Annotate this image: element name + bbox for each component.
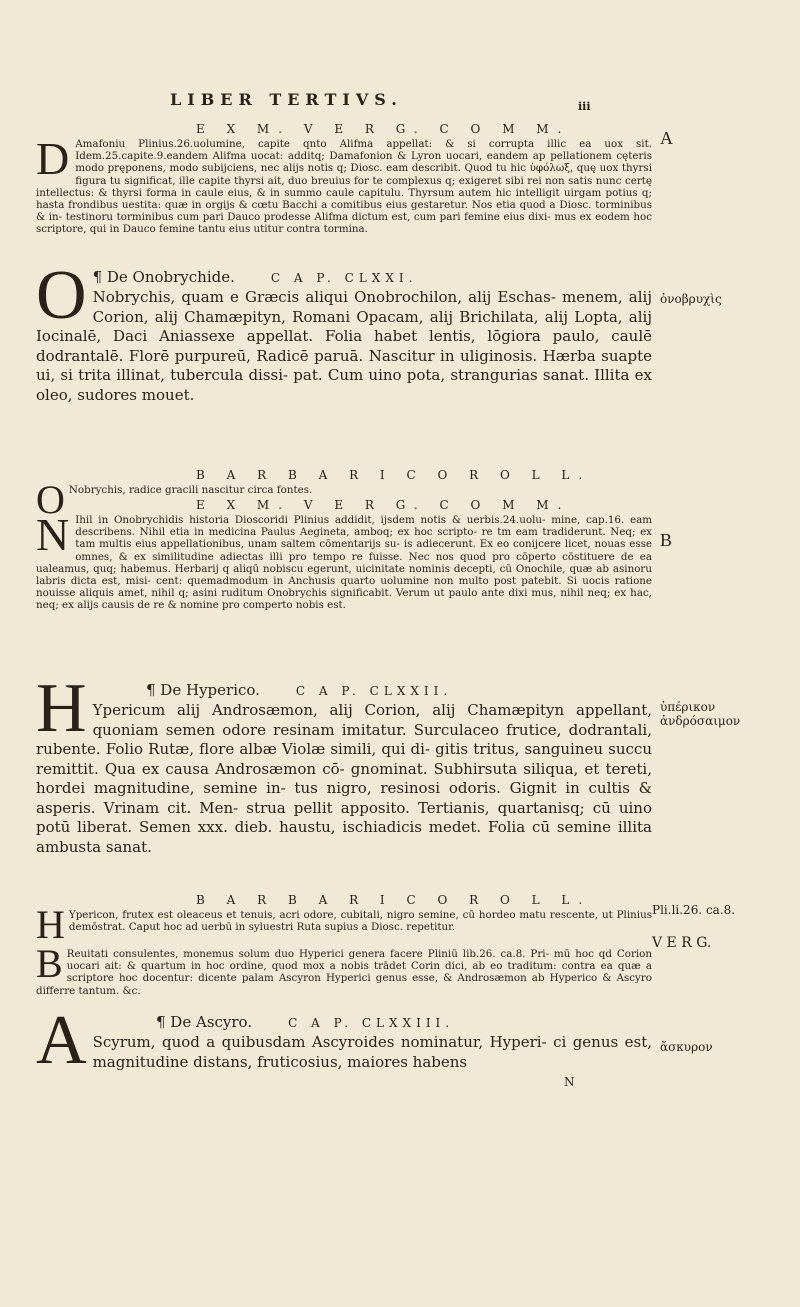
drop-capital: O xyxy=(36,477,65,522)
commentary-text: Ihil in Onobrychidis historia Dioscoridi Plinius addidit, ijsdem notis & uerbis.24.uolu- mine, cap.16. eam describens. Nihil etia in medicina Paulus Aegineta, amboq; ex hoc scripto- re tm eam tradiderunt. Neq; ex tam multis eius appellationibus, unam saltem cōmentarijs su- is adiecerunt. Ex eo conijcere licet, nouas esse omnes, & ex similitudine adiectas illi pro tempo re fuisse. Nec nos quod pro cōperto cōstituere de ea ualeamus, quq; habemus. Herbarij q aliqū nobiscu egerunt, uicinitate nominis decepti, cū Onochile, quæ ab asinoru labris dicta est, misi- cent: quemadmodum in Anchusis quarto uolumine non multo post patebit. Si uocis ratione nouisse aliquis amet, nihil q; asini ruditum Onobrychis significabit. Verum ut paulo ante dixi mus, nihil neq; ex hac, neq; ex alijs causis de re & nomine pro comperto nobis est. xyxy=(36,514,652,612)
margin-verg: V E R G. xyxy=(652,935,712,951)
drop-capital: N xyxy=(36,509,70,560)
commentary-block-1 xyxy=(36,122,652,236)
folio-number: iii xyxy=(578,100,591,113)
chapter-number: C A P. CLXXI. xyxy=(270,271,418,285)
commentary-block-2 xyxy=(36,498,652,612)
drop-capital: O xyxy=(36,257,87,334)
drop-capital: H xyxy=(36,670,87,747)
chapter-text: Scyrum, quod a quibusdam Ascyroides nominatur, Hyperi- ci genus est, magnitudine distans, fruticosius, maiores habens xyxy=(92,1033,652,1071)
corollarium-text: Nobrychis, radice gracili nascitur circa fontes. xyxy=(68,484,313,496)
chapter-text: Nobrychis, quam e Græcis aliqui Onobrochilon, alij Eschas- menem, alij Corion, alij Chamæpityn, Romani Opacam, alij Brichilata, alij Lopta, alij Iocinalē, Daci Aniassexe appellat. Folia habet lentis, lōgiora paulo, caulē dodrantalē. Florē purpureū, Radicē paruā. Nascitur in uliginosis. Hærba suapte ui, si trita illinat, tubercula dissi- pat. Cum uino pota, strangurias sanat. Illita ex oleo, sudores mouet. xyxy=(36,288,652,404)
commentary-block-3 xyxy=(36,941,652,997)
chapter-number: C A P. CLXXIII. xyxy=(288,1016,455,1030)
running-head: LIBER TERTIVS. xyxy=(170,90,403,109)
signature-mark: N xyxy=(564,1075,577,1089)
drop-capital: D xyxy=(36,133,70,184)
chapter-onobrychis xyxy=(36,257,652,405)
chapter-title xyxy=(36,267,652,288)
margin-letter-b: B xyxy=(660,530,673,550)
chapter-text: Ypericum alij Androsæmon, alij Corion, alij Chamæpityn appellant, quoniam semen odore resinam imitatur. Surculaceo frutice, dodrantali, rubente. Folio Rutæ, flore albæ Violæ simili, qui di- gitis tritus, sanguineu succu remittit. Qua ex causa Androsæmon cō- gnominat. Subhirsuta siliqua, et tereti, hordei magnitudine, semine in- tus nigro, resinosi odoris. Gignit in cultis & asperis. Vrinam cit. Men- strua pellit apposito. Tertianis, quartanisq; cū uino potū liberat. Semen xxx. dieb. haustu, ischiadicis medet. Folia cū semine illita ambusta sanat. xyxy=(36,701,652,856)
corollarium-block-2 xyxy=(36,893,652,947)
chapter-ascyron xyxy=(36,1002,652,1079)
chapter-name: ¶ De Ascyro. xyxy=(156,1013,253,1031)
commentary-text: Amafoniu Plinius.26.uolumine, capite qnto Alifma appellat: & si corrupta illic ea uox sit. Idem.25.capite.9.eandem Alifma uocat: additq; Damafonion & Lyron uocari, eandem ap pellationem cęteris modo pręponens, modo subijciens, nec alijs notis q; Diosc. eam describit. Quod tu hic ὑφόλωξ, quę uox thyrsi figura tu significat, ille capite thyrsi ait, duo breuius for te complexus q; exigeret sibi rei non satis nunc certę intellectus: & thyrsi forma in caule eius, & in summo caule capitulu. Thyrsum autem hic intelligit uirgam potius q; hasta frondibus uestita: quæ in orgijs & cœtu Bacchi a comitibus eius gestaretur. Nos etia quod a Diosc. torminibus & in- testinoru torminibus cum pari Dauco prodesse Alifma dictum est, cum pari femine eius dixi- mus ex eodem hoc scriptore, qui in Dauco femine tantu eius utitur contra tormina. xyxy=(36,138,652,236)
margin-greek-hypericon: ὑπέρικον ἀνδρόσαιμον xyxy=(660,700,741,728)
drop-capital: B xyxy=(36,941,63,986)
margin-greek-onobrychis: ὀνοβρυχὶς xyxy=(660,292,722,306)
chapter-title xyxy=(36,680,652,701)
margin-reference: Pli.li.26. ca.8. xyxy=(652,903,736,917)
corollarium-heading: B A R B A R I C O R O L L. xyxy=(196,893,592,907)
chapter-name: ¶ De Hyperico. xyxy=(146,681,260,699)
chapter-hypericon xyxy=(36,670,652,857)
commentary-text: Reuitati consulentes, monemus solum duo Hyperici genera facere Pliniū lib.26. ca.8. Pri- mū hoc qd Corion uocari ait: & quartum in hoc ordine, quod mox a nobis trādet Corin dici, ab eo traditum: contra ea quæ a scriptore hoc docentur: dicente palam Ascyron Hyperici genus esse, & Androsæmon ab Hyperico & Ascyro differre tantum. &c. xyxy=(36,948,652,997)
drop-capital: A xyxy=(36,1002,87,1079)
commentary-heading: E X M. V E R G. C O M M. xyxy=(196,122,571,136)
margin-letter-a: A xyxy=(660,128,673,148)
commentary-heading: E X M. V E R G. C O M M. xyxy=(196,498,571,512)
margin-greek-ascyron: ἄσκυρον xyxy=(660,1040,713,1054)
chapter-number: C A P. CLXXII. xyxy=(295,684,453,698)
corollarium-text: Ypericon, frutex est oleaceus et tenuis, acri odore, cubitali, nigro semine, cū hordeo matu rescente, ut Plinius demōstrat. Caput hoc ad uerbū in syluestri Ruta supius a Diosc. repetitur. xyxy=(68,909,652,934)
corollarium-heading: B A R B A R I C O R O L L. xyxy=(196,468,592,482)
chapter-name: ¶ De Onobrychide. xyxy=(92,268,235,286)
drop-capital: H xyxy=(36,902,65,947)
chapter-title xyxy=(36,1012,652,1033)
